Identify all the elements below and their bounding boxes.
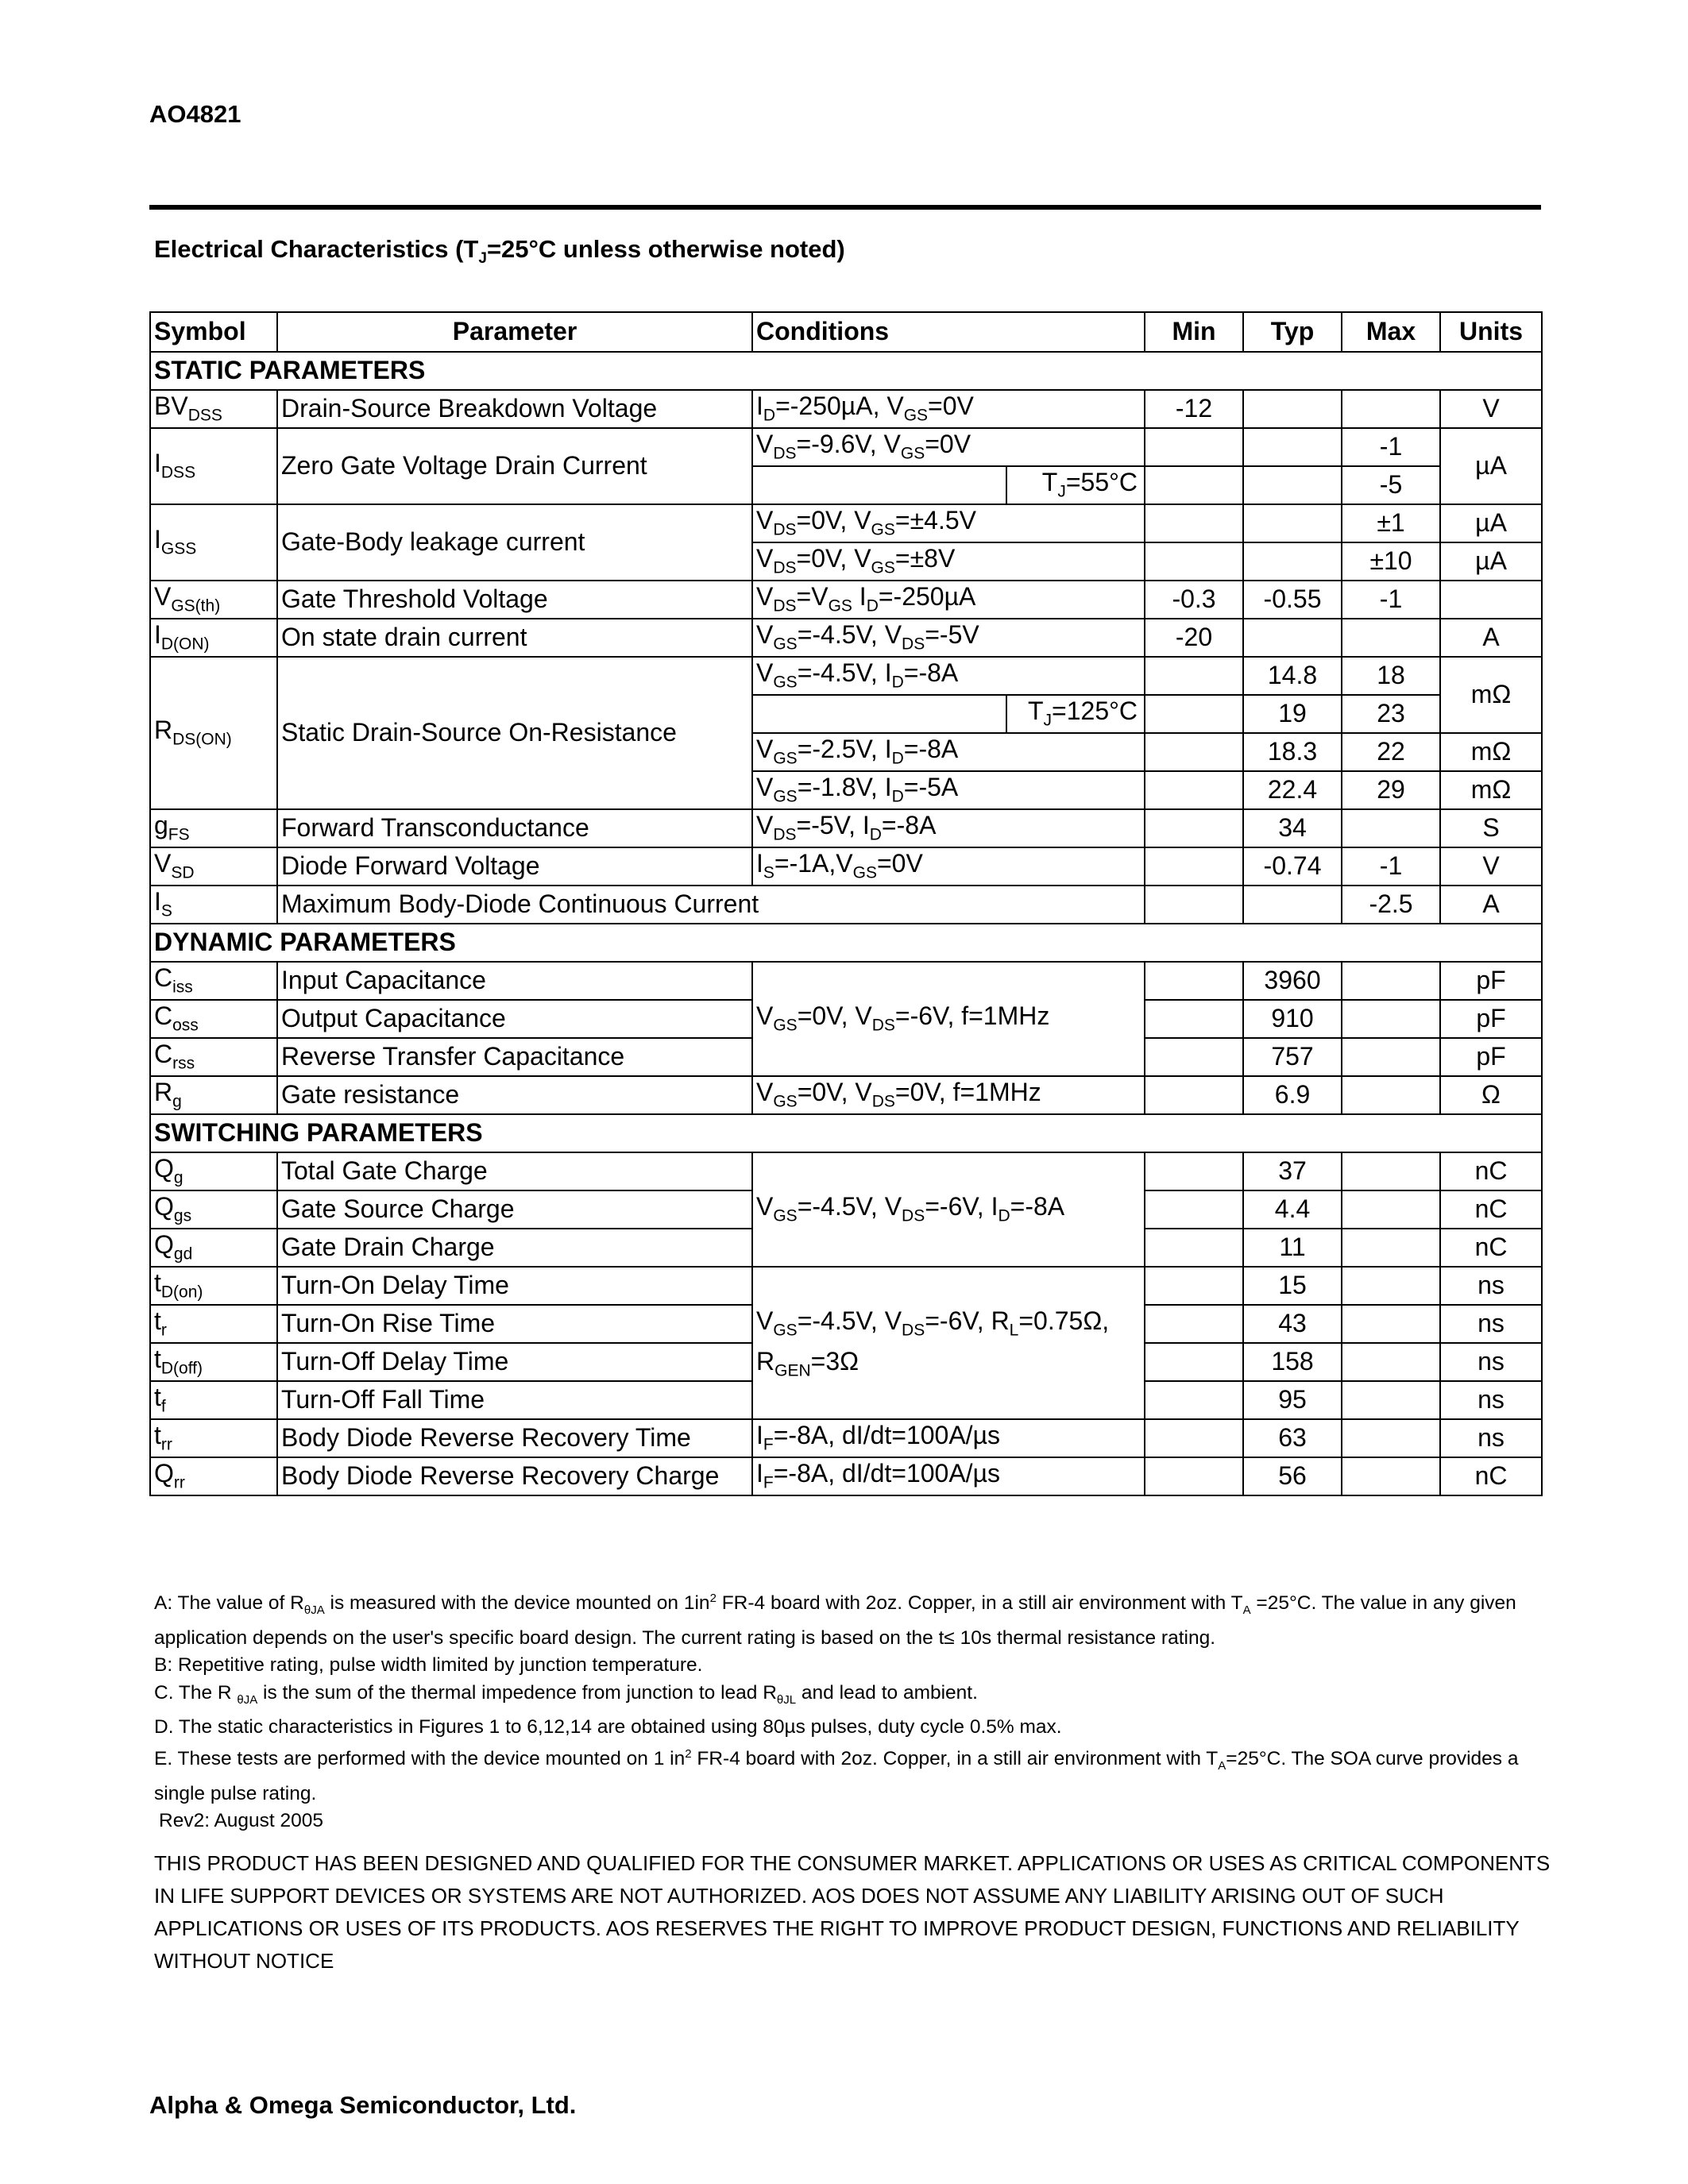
typ-cell: 3960 xyxy=(1243,962,1342,1000)
units-cell: ns xyxy=(1440,1419,1542,1457)
typ-cell: 34 xyxy=(1243,809,1342,847)
note-c: C. The R $_{\theta JA}$ is the sum of the thermal impedence from junction to lead $R_{\theta JL}$ and lead to ambient. xyxy=(154,1681,978,1707)
parameter-cell: Gate-Body leakage current xyxy=(277,504,752,581)
units-cell: V xyxy=(1440,390,1542,428)
units-cell: ns xyxy=(1440,1305,1542,1343)
symbol-cell: $g_{FS}$ xyxy=(150,809,277,847)
min-cell xyxy=(1145,1038,1243,1076)
min-cell xyxy=(1145,1267,1243,1305)
max-cell xyxy=(1342,1038,1440,1076)
symbol-cell: $C_{oss}$ xyxy=(150,1000,277,1038)
header-units: Units xyxy=(1440,312,1542,352)
units-cell: pF xyxy=(1440,1000,1542,1038)
conditions-cell: $I_F=-8A$, dI/dt=100A/µs xyxy=(752,1457,1145,1495)
parameter-cell: Drain-Source Breakdown Voltage xyxy=(277,390,752,428)
note-d: D. The static characteristics in Figures 1 to 6,12,14 are obtained using 80µs pulses, duty cycle 0.5% max. xyxy=(154,1715,1062,1738)
section-row xyxy=(150,352,1542,390)
conditions-cell: $V_{GS}=-1.8V$, $I_D=-5A$ xyxy=(752,771,1145,809)
max-cell xyxy=(1342,1229,1440,1267)
parameter-cell: Gate Source Charge xyxy=(277,1190,752,1229)
units-cell: Ω xyxy=(1440,1076,1542,1114)
symbol-cell: $Q_g$ xyxy=(150,1152,277,1190)
max-cell: -5 xyxy=(1342,466,1440,504)
min-cell xyxy=(1145,1381,1243,1419)
company-name: Alpha & Omega Semiconductor, Ltd. xyxy=(149,2091,577,2119)
parameter-cell: Body Diode Reverse Recovery Charge xyxy=(277,1457,752,1495)
max-cell xyxy=(1342,1343,1440,1381)
header-symbol: Symbol xyxy=(150,312,277,352)
section-static: STATIC PARAMETERS xyxy=(150,352,1542,390)
conditions-cell: $V_{DS}=-5V$, $I_D=-8A$ xyxy=(752,809,1145,847)
max-cell xyxy=(1342,809,1440,847)
units-cell: µA xyxy=(1440,542,1542,581)
header-conditions: Conditions xyxy=(752,312,1145,352)
parameter-cell: Gate resistance xyxy=(277,1076,752,1114)
typ-cell xyxy=(1243,886,1342,924)
parameter-cell: Gate Drain Charge xyxy=(277,1229,752,1267)
min-cell xyxy=(1145,1229,1243,1267)
typ-cell: 56 xyxy=(1243,1457,1342,1495)
units-cell: mΩ xyxy=(1440,771,1542,809)
footnotes xyxy=(154,1585,1552,1835)
conditions-cell: $V_{GS}=-2.5V$, $I_D=-8A$ xyxy=(752,733,1145,771)
max-cell xyxy=(1342,1381,1440,1419)
typ-cell: 6.9 xyxy=(1243,1076,1342,1114)
symbol-cell: $Q_{gs}$ xyxy=(150,1190,277,1229)
max-cell: ±1 xyxy=(1342,504,1440,542)
typ-cell: 63 xyxy=(1243,1419,1342,1457)
max-cell: ±10 xyxy=(1342,542,1440,581)
parameter-cell: Input Capacitance xyxy=(277,962,752,1000)
units-cell: µA xyxy=(1440,504,1542,542)
header-row xyxy=(150,312,1542,352)
title-sub: J xyxy=(478,250,487,268)
revision: Rev2: August 2005 xyxy=(159,1810,324,1832)
max-cell: -1 xyxy=(1342,581,1440,619)
table-row xyxy=(150,1457,1542,1495)
max-cell xyxy=(1342,1076,1440,1114)
typ-cell: 18.3 xyxy=(1243,733,1342,771)
typ-cell: 19 xyxy=(1243,695,1342,733)
min-cell xyxy=(1145,809,1243,847)
title-prefix: Electrical Characteristics (T xyxy=(154,235,479,263)
table-row xyxy=(150,657,1542,695)
min-cell xyxy=(1145,542,1243,581)
parameter-cell: Total Gate Charge xyxy=(277,1152,752,1190)
min-cell xyxy=(1145,1190,1243,1229)
max-cell: 22 xyxy=(1342,733,1440,771)
table-row xyxy=(150,1267,1542,1305)
note-b: B: Repetitive rating, pulse width limited by junction temperature. xyxy=(154,1654,703,1677)
table-row xyxy=(150,390,1542,428)
max-cell xyxy=(1342,1190,1440,1229)
max-cell xyxy=(1342,1267,1440,1305)
min-cell xyxy=(1145,886,1243,924)
electrical-characteristics-table xyxy=(149,311,1543,1496)
units-cell: pF xyxy=(1440,1038,1542,1076)
parameter-cell: Turn-On Rise Time xyxy=(277,1305,752,1343)
min-cell xyxy=(1145,695,1243,733)
max-cell: 29 xyxy=(1342,771,1440,809)
units-cell: µA xyxy=(1440,428,1542,504)
title-suffix: =25°C unless otherwise noted) xyxy=(486,235,845,263)
max-cell xyxy=(1342,962,1440,1000)
conditions-cell: $V_{GS}=-4.5V$, $V_{DS}=-6V$, $R_L=0.75\Omega$, $R_{GEN}=3\Omega$ xyxy=(752,1267,1145,1419)
symbol-cell: $Q_{rr}$ xyxy=(150,1457,277,1495)
min-cell xyxy=(1145,1000,1243,1038)
typ-cell: 158 xyxy=(1243,1343,1342,1381)
parameter-cell: Turn-On Delay Time xyxy=(277,1267,752,1305)
header-min: Min xyxy=(1145,312,1243,352)
units-cell: mΩ xyxy=(1440,733,1542,771)
symbol-cell: $t_{D(off)}$ xyxy=(150,1343,277,1381)
max-cell xyxy=(1342,619,1440,657)
units-cell: V xyxy=(1440,847,1542,886)
typ-cell: 4.4 xyxy=(1243,1190,1342,1229)
units-cell: ns xyxy=(1440,1381,1542,1419)
max-cell: -1 xyxy=(1342,847,1440,886)
units-cell: ns xyxy=(1440,1343,1542,1381)
parameter-cell: Maximum Body-Diode Continuous Current xyxy=(277,886,1145,924)
symbol-cell: $t_{D(on)}$ xyxy=(150,1267,277,1305)
min-cell: -12 xyxy=(1145,390,1243,428)
typ-cell xyxy=(1243,542,1342,581)
units-cell xyxy=(1440,581,1542,619)
units-cell: A xyxy=(1440,619,1542,657)
typ-cell xyxy=(1243,504,1342,542)
units-cell: nC xyxy=(1440,1190,1542,1229)
table-row xyxy=(150,962,1542,1000)
symbol-cell: $I_S$ xyxy=(150,886,277,924)
conditions-cell: $V_{GS}=-4.5V$, $V_{DS}=-6V$, $I_D=-8A$ xyxy=(752,1152,1145,1267)
parameter-cell: Reverse Transfer Capacitance xyxy=(277,1038,752,1076)
conditions-cell: $V_{DS}=-9.6V$, $V_{GS}=0V$ xyxy=(752,428,1145,466)
header-parameter: Parameter xyxy=(277,312,752,352)
units-cell: nC xyxy=(1440,1457,1542,1495)
symbol-cell: $C_{rss}$ xyxy=(150,1038,277,1076)
min-cell xyxy=(1145,1457,1243,1495)
parameter-cell: Forward Transconductance xyxy=(277,809,752,847)
units-cell: mΩ xyxy=(1440,657,1542,733)
table-row xyxy=(150,809,1542,847)
max-cell xyxy=(1342,1457,1440,1495)
typ-cell: 37 xyxy=(1243,1152,1342,1190)
typ-cell: 11 xyxy=(1243,1229,1342,1267)
typ-cell xyxy=(1243,619,1342,657)
section-row xyxy=(150,924,1542,962)
symbol-cell: $BV_{DSS}$ xyxy=(150,390,277,428)
min-cell: -0.3 xyxy=(1145,581,1243,619)
min-cell xyxy=(1145,1076,1243,1114)
max-cell xyxy=(1342,1152,1440,1190)
min-cell xyxy=(1145,657,1243,695)
table-row xyxy=(150,1076,1542,1114)
max-cell: -1 xyxy=(1342,428,1440,466)
parameter-cell: Static Drain-Source On-Resistance xyxy=(277,657,752,809)
section-row xyxy=(150,1114,1542,1152)
units-cell: ns xyxy=(1440,1267,1542,1305)
parameter-cell: Body Diode Reverse Recovery Time xyxy=(277,1419,752,1457)
units-cell: nC xyxy=(1440,1229,1542,1267)
max-cell xyxy=(1342,1000,1440,1038)
conditions-cell: $V_{DS}=V_{GS}$ $I_D=-250\mu A$ xyxy=(752,581,1145,619)
symbol-cell: $V_{GS(th)}$ xyxy=(150,581,277,619)
conditions-cell-empty xyxy=(752,466,1006,504)
symbol-cell: $R_g$ xyxy=(150,1076,277,1114)
units-cell: A xyxy=(1440,886,1542,924)
conditions-cell-tj: $T_J=125^\circ C$ xyxy=(1006,695,1145,733)
section-dynamic: DYNAMIC PARAMETERS xyxy=(150,924,1542,962)
typ-cell xyxy=(1243,390,1342,428)
conditions-cell: $I_F=-8A$, dI/dt=100A/µs xyxy=(752,1419,1145,1457)
min-cell xyxy=(1145,1152,1243,1190)
min-cell xyxy=(1145,847,1243,886)
parameter-cell: Zero Gate Voltage Drain Current xyxy=(277,428,752,504)
disclaimer: THIS PRODUCT HAS BEEN DESIGNED AND QUALIFIED FOR THE CONSUMER MARKET. APPLICATIONS OR USES AS CRITICAL COMPONENTS IN LIFE SUPPORT DEVICES OR SYSTEMS ARE NOT AUTHORIZED. AOS DOES NOT ASSUME ANY LIABILITY ARISING OUT OF SUCH APPLICATIONS OR USES OF ITS PRODUCTS. AOS RESERVES THE RIGHT TO IMPROVE PRODUCT DESIGN, FUNCTIONS AND RELIABILITY WITHOUT NOTICE xyxy=(154,1851,1551,1973)
typ-cell: 757 xyxy=(1243,1038,1342,1076)
conditions-cell: $I_D=-250\mu A$, $V_{GS}=0V$ xyxy=(752,390,1145,428)
units-cell: pF xyxy=(1440,962,1542,1000)
conditions-cell: $V_{GS}=-4.5V$, $V_{DS}=-5V$ xyxy=(752,619,1145,657)
symbol-cell: $I_{DSS}$ xyxy=(150,428,277,504)
parameter-cell: Diode Forward Voltage xyxy=(277,847,752,886)
max-cell: 23 xyxy=(1342,695,1440,733)
symbol-cell: $t_r$ xyxy=(150,1305,277,1343)
min-cell xyxy=(1145,1343,1243,1381)
part-number: AO4821 xyxy=(149,100,241,128)
units-cell: nC xyxy=(1440,1152,1542,1190)
note-e: E. These tests are performed with the device mounted on 1 $in^2$ FR-4 board with 2oz. Copper, in a still air environment with $T_A=25^\circ C$. The SOA curve provides a single pulse rating. xyxy=(154,1747,1519,1804)
conditions-cell: $V_{GS}=0V$, $V_{DS}=-6V$, f=1MHz xyxy=(752,962,1145,1076)
symbol-cell: $t_{rr}$ xyxy=(150,1419,277,1457)
symbol-cell: $R_{DS(ON)}$ xyxy=(150,657,277,809)
max-cell xyxy=(1342,1305,1440,1343)
symbol-cell: $I_{D(ON)}$ xyxy=(150,619,277,657)
conditions-cell: $V_{GS}=-4.5V$, $I_D=-8A$ xyxy=(752,657,1145,695)
parameter-cell: On state drain current xyxy=(277,619,752,657)
table-title xyxy=(154,235,845,268)
typ-cell xyxy=(1243,428,1342,466)
note-a: A: The value of $R_{\theta JA}$ is measured with the device mounted on $1in^2$ FR-4 board with 2oz. Copper, in a still air environment with $T_A =25^\circ C$. The value in any given application depends on the user's specific board design. The current rating is based on the t≤ 10s thermal resistance rating. xyxy=(154,1592,1516,1649)
section-switching: SWITCHING PARAMETERS xyxy=(150,1114,1542,1152)
max-cell: -2.5 xyxy=(1342,886,1440,924)
typ-cell: 95 xyxy=(1243,1381,1342,1419)
header-rule xyxy=(149,205,1541,210)
table-row xyxy=(150,886,1542,924)
header-max: Max xyxy=(1342,312,1440,352)
table-row xyxy=(150,1419,1542,1457)
max-cell xyxy=(1342,1419,1440,1457)
symbol-cell: $Q_{gd}$ xyxy=(150,1229,277,1267)
min-cell xyxy=(1145,771,1243,809)
symbol-cell: $I_{GSS}$ xyxy=(150,504,277,581)
min-cell xyxy=(1145,1305,1243,1343)
min-cell xyxy=(1145,1419,1243,1457)
typ-cell: -0.74 xyxy=(1243,847,1342,886)
parameter-cell: Output Capacitance xyxy=(277,1000,752,1038)
min-cell xyxy=(1145,428,1243,466)
max-cell xyxy=(1342,390,1440,428)
typ-cell: 22.4 xyxy=(1243,771,1342,809)
header-typ: Typ xyxy=(1243,312,1342,352)
min-cell: -20 xyxy=(1145,619,1243,657)
table-row xyxy=(150,1152,1542,1190)
table-row xyxy=(150,619,1542,657)
max-cell: 18 xyxy=(1342,657,1440,695)
typ-cell: 910 xyxy=(1243,1000,1342,1038)
table-row xyxy=(150,504,1542,542)
symbol-cell: $t_f$ xyxy=(150,1381,277,1419)
table-row xyxy=(150,581,1542,619)
conditions-cell-tj: $T_J=55^\circ C$ xyxy=(1006,466,1145,504)
conditions-cell: $V_{DS}=0V$, $V_{GS}=\pm 8V$ xyxy=(752,542,1145,581)
conditions-cell: $V_{GS}=0V$, $V_{DS}=0V$, f=1MHz xyxy=(752,1076,1145,1114)
typ-cell: 43 xyxy=(1243,1305,1342,1343)
typ-cell: -0.55 xyxy=(1243,581,1342,619)
min-cell xyxy=(1145,466,1243,504)
conditions-cell: $V_{DS}=0V$, $V_{GS}=\pm 4.5V$ xyxy=(752,504,1145,542)
typ-cell: 15 xyxy=(1243,1267,1342,1305)
parameter-cell: Turn-Off Delay Time xyxy=(277,1343,752,1381)
min-cell xyxy=(1145,504,1243,542)
symbol-cell: $C_{iss}$ xyxy=(150,962,277,1000)
table-row xyxy=(150,847,1542,886)
min-cell xyxy=(1145,733,1243,771)
min-cell xyxy=(1145,962,1243,1000)
typ-cell xyxy=(1243,466,1342,504)
units-cell: S xyxy=(1440,809,1542,847)
conditions-cell-empty xyxy=(752,695,1006,733)
table-row xyxy=(150,428,1542,466)
parameter-cell: Gate Threshold Voltage xyxy=(277,581,752,619)
conditions-cell: $I_S=-1A,V_{GS}=0V$ xyxy=(752,847,1145,886)
parameter-cell: Turn-Off Fall Time xyxy=(277,1381,752,1419)
typ-cell: 14.8 xyxy=(1243,657,1342,695)
symbol-cell: $V_{SD}$ xyxy=(150,847,277,886)
